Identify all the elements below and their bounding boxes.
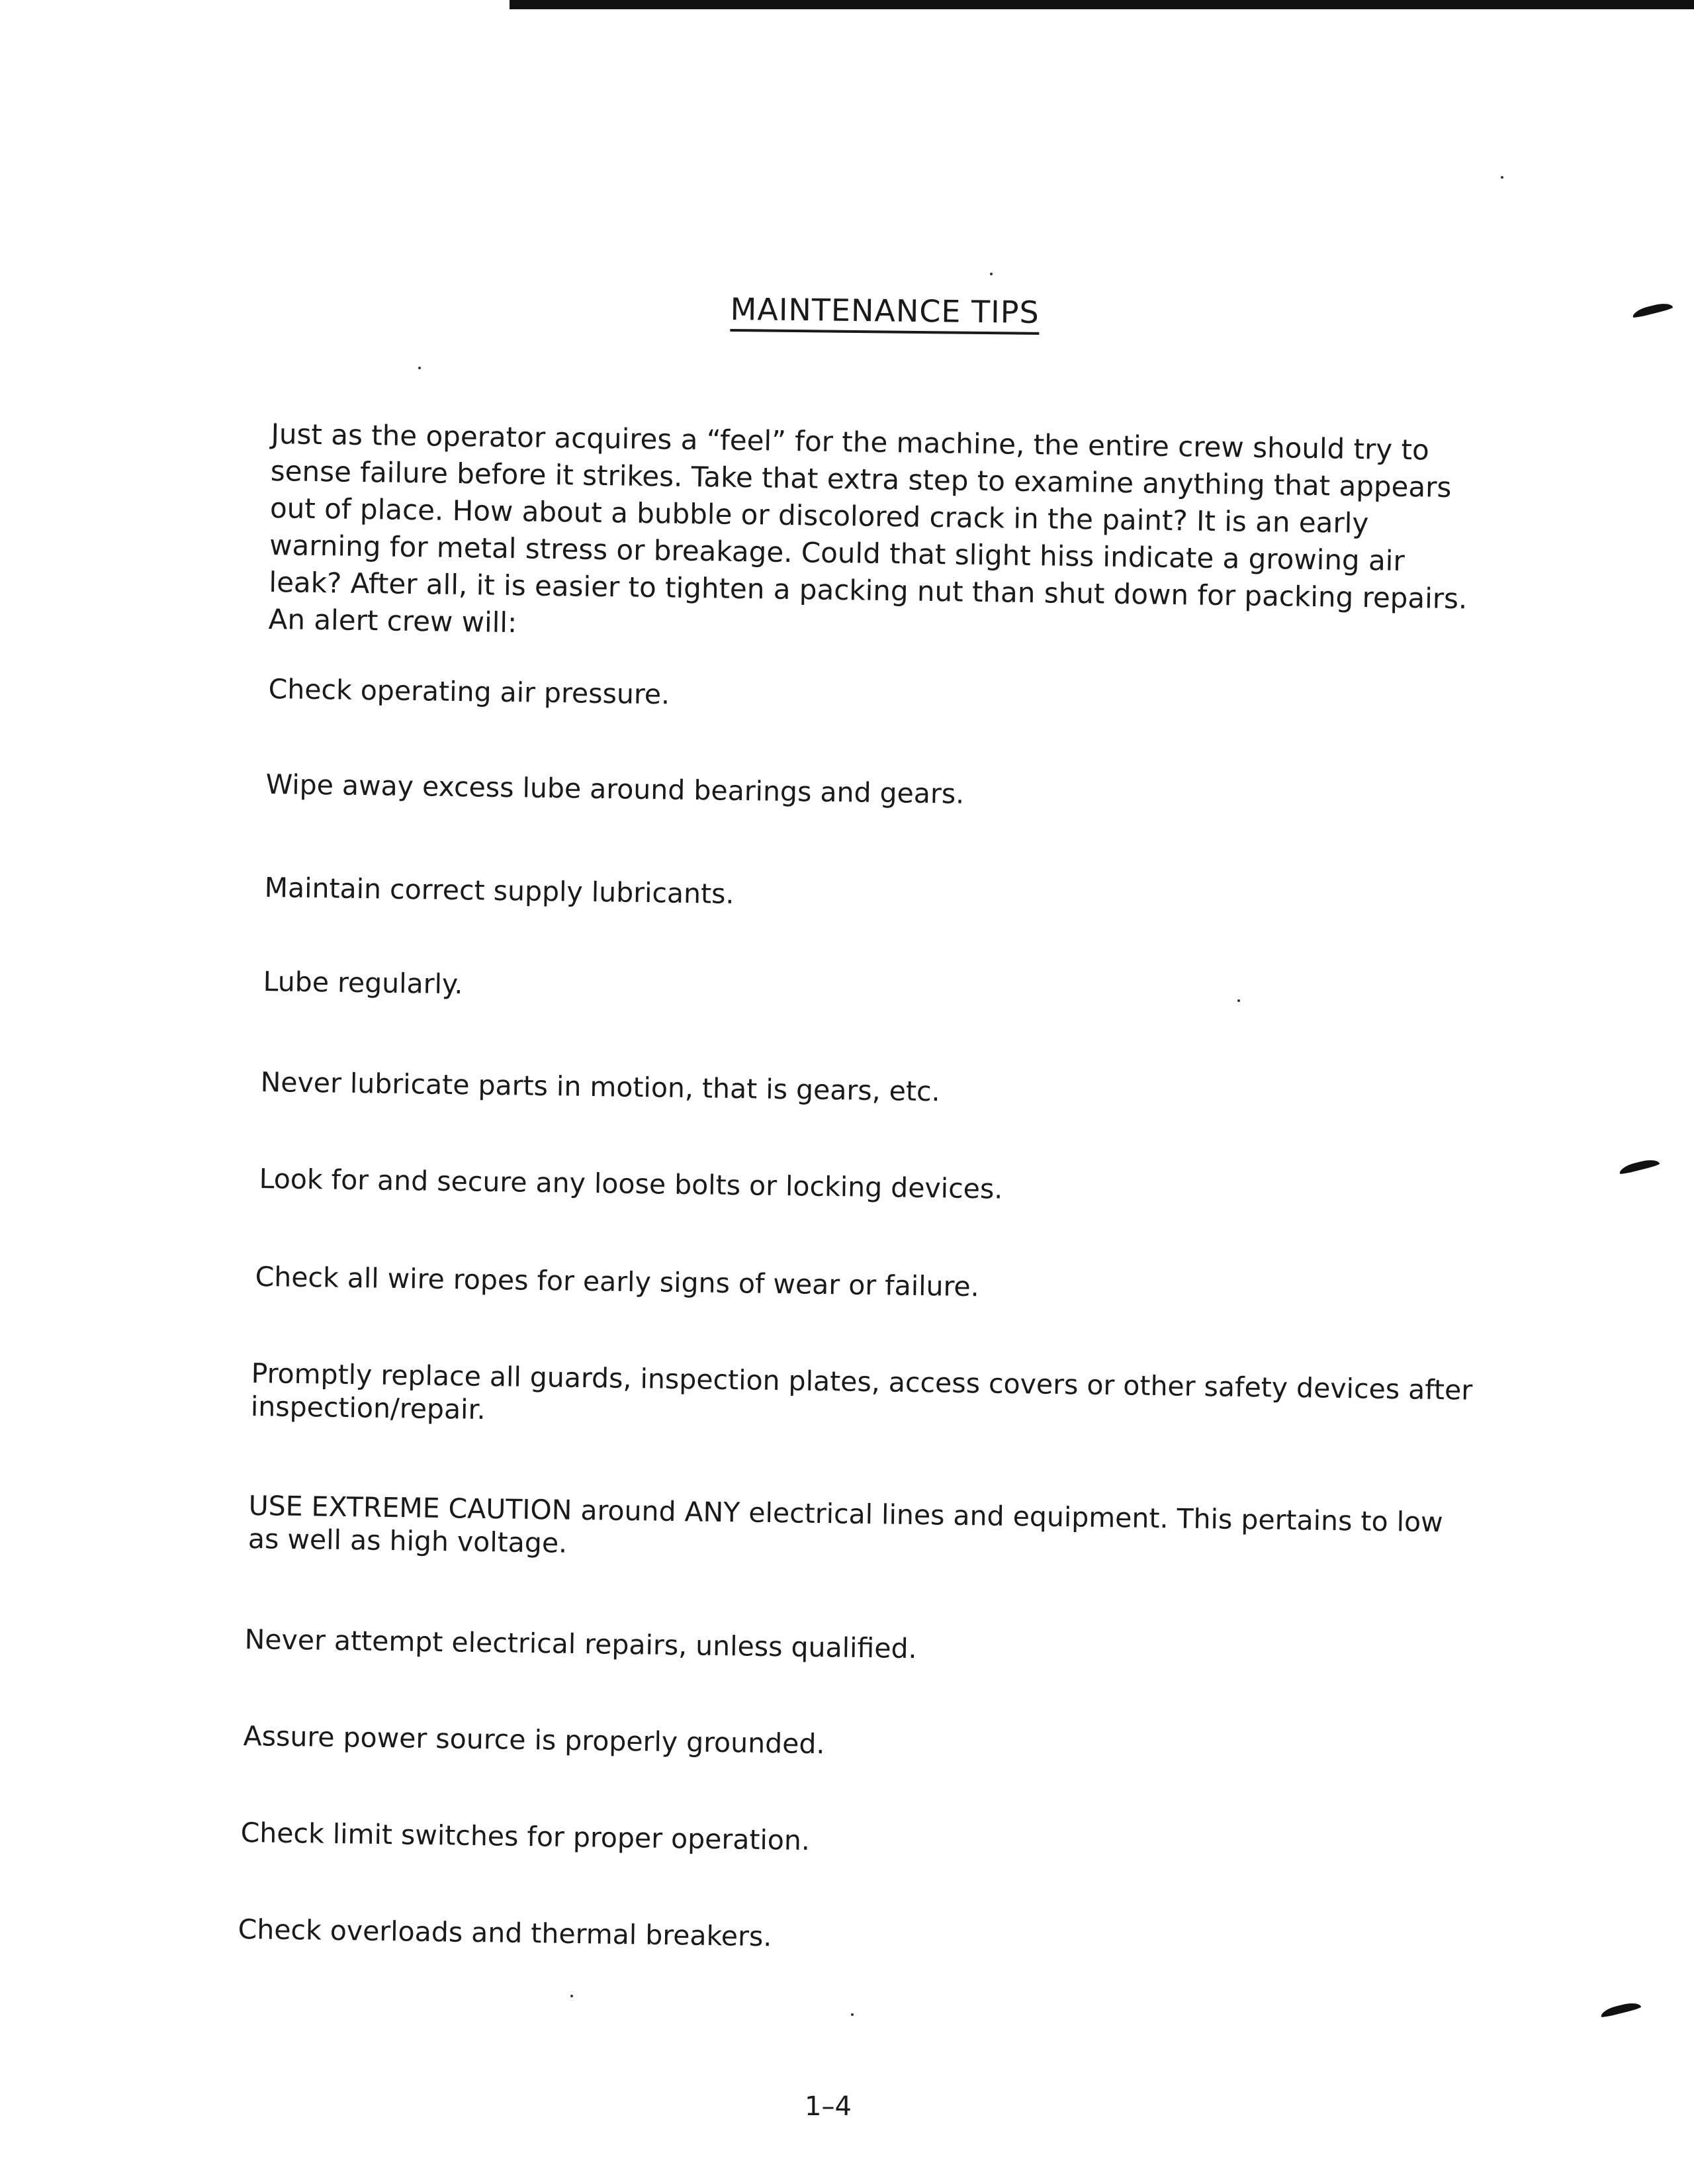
- binder-hole-mark: [1631, 301, 1673, 319]
- tip-item: Assure power source is properly grounded.: [243, 1720, 825, 1760]
- tip-item: Wipe away excess lube around bearings and gears.: [265, 768, 965, 810]
- tip-item: Check limit switches for proper operation.: [240, 1817, 811, 1857]
- scan-speck: [418, 367, 421, 369]
- binder-hole-mark: [1599, 2001, 1641, 2019]
- tip-item: USE EXTREME CAUTION around ANY electrical lines and equipment. This pertains to low as well as high voltage.: [247, 1490, 1443, 1559]
- binder-hole-mark: [1618, 1158, 1660, 1175]
- intro-paragraph: Just as the operator acquires a “feel” for the machine, the entire crew should try to sense failure before it strikes. Take that extra step to examine anything that appears out of place. How about a bubble or discolored crack in the paint? It is an early warning for metal stress or breakage. Could that slight hiss indicate a growing air leak? After all, it is easier to tighten a packing nut than shut down for packing repairs. An alert crew will:: [268, 417, 1468, 639]
- tip-item: Never lubricate parts in motion, that is gears, etc.: [260, 1066, 940, 1108]
- tip-item: Lube regularly.: [263, 965, 463, 1001]
- tip-item: Look for and secure any loose bolts or locking devices.: [259, 1162, 1003, 1205]
- top-border-rule: [510, 0, 1694, 9]
- tip-item: Promptly replace all guards, inspection plates, access covers or other safety devices after inspection/repair.: [250, 1357, 1473, 1426]
- scan-speck: [1501, 176, 1503, 179]
- scan-speck: [570, 1995, 573, 1997]
- tip-item: Never attempt electrical repairs, unless qualified.: [244, 1623, 917, 1665]
- tip-item: Check all wire ropes for early signs of wear or failure.: [255, 1260, 980, 1303]
- scan-speck: [1237, 999, 1240, 1002]
- tip-item: Maintain correct supply lubricants.: [264, 871, 735, 910]
- tip-item: Check operating air pressure.: [268, 672, 670, 711]
- page-title: MAINTENANCE TIPS: [730, 291, 1040, 330]
- page-number: 1–4: [805, 2091, 852, 2122]
- tip-item: Check overloads and thermal breakers.: [238, 1913, 772, 1953]
- scan-speck: [990, 273, 993, 275]
- scan-speck: [851, 2013, 854, 2016]
